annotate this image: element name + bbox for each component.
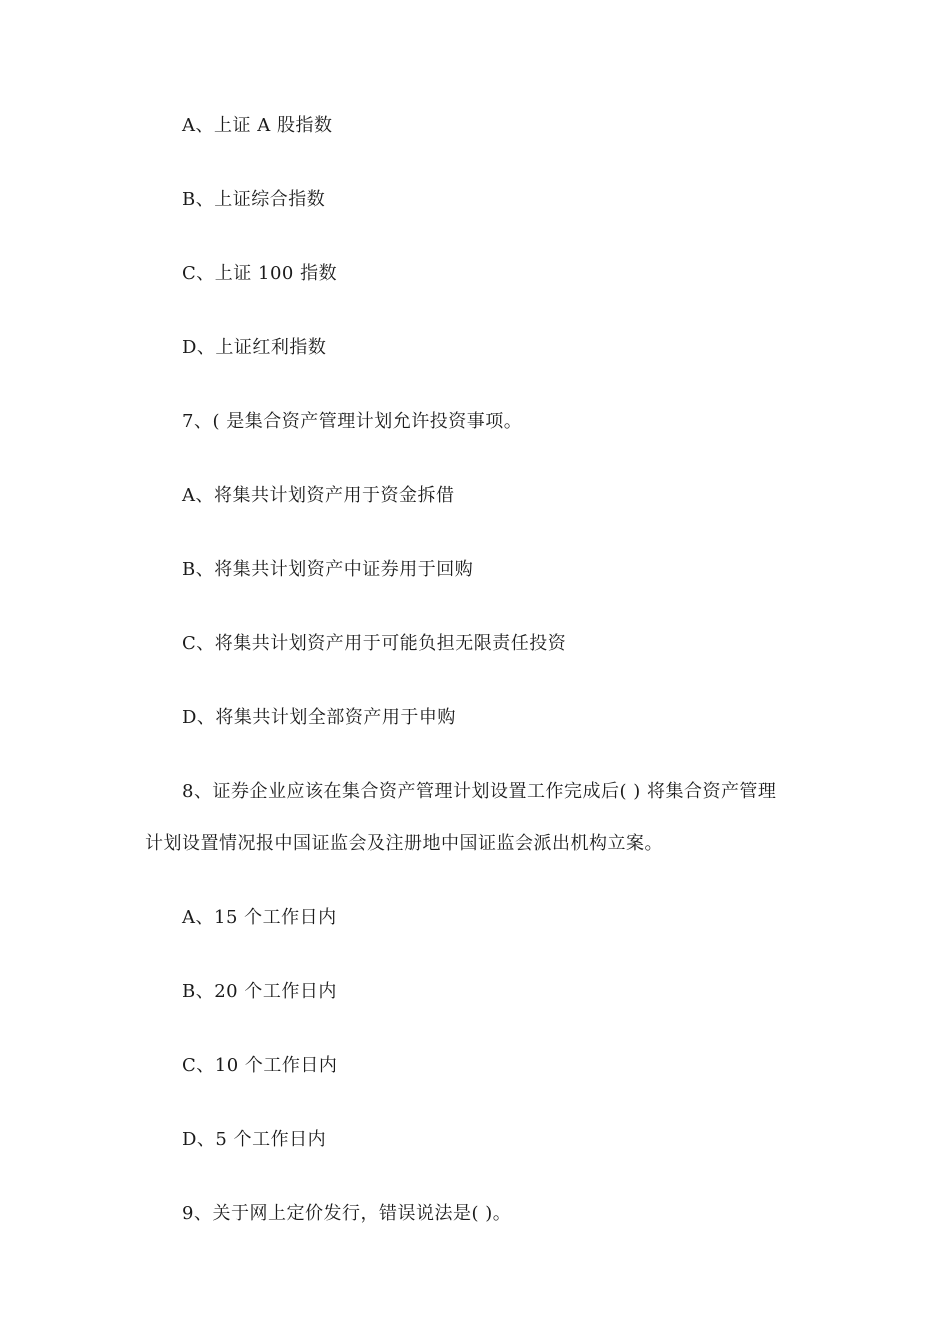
q9-stem: 9、关于网上定价发行，错误说法是( )。: [182, 1203, 512, 1224]
q6-option-d: D、上证红利指数: [182, 337, 327, 358]
q8-stem-line2: 计划设置情况报中国证监会及注册地中国证监会派出机构立案。: [145, 833, 663, 854]
q6-option-b: B、上证综合指数: [182, 189, 326, 210]
q8-option-b: B、20 个工作日内: [182, 981, 337, 1002]
q8-stem-line1: 8、证券企业应该在集合资产管理计划设置工作完成后( ) 将集合资产管理: [182, 781, 777, 802]
q7-option-c: C、将集共计划资产用于可能负担无限责任投资: [182, 633, 567, 654]
q7-stem: 7、( 是集合资产管理计划允许投资事项。: [182, 411, 523, 432]
q8-option-d: D、5 个工作日内: [182, 1129, 327, 1150]
q7-option-a: A、将集共计划资产用于资金拆借: [182, 485, 455, 506]
q7-option-d: D、将集共计划全部资产用于申购: [182, 707, 456, 728]
q8-option-c: C、10 个工作日内: [182, 1055, 338, 1076]
q7-option-b: B、将集共计划资产中证券用于回购: [182, 559, 474, 580]
q6-option-c: C、上证 100 指数: [182, 263, 338, 284]
q6-option-a: A、上证 A 股指数: [182, 115, 333, 136]
q8-option-a: A、15 个工作日内: [182, 907, 337, 928]
